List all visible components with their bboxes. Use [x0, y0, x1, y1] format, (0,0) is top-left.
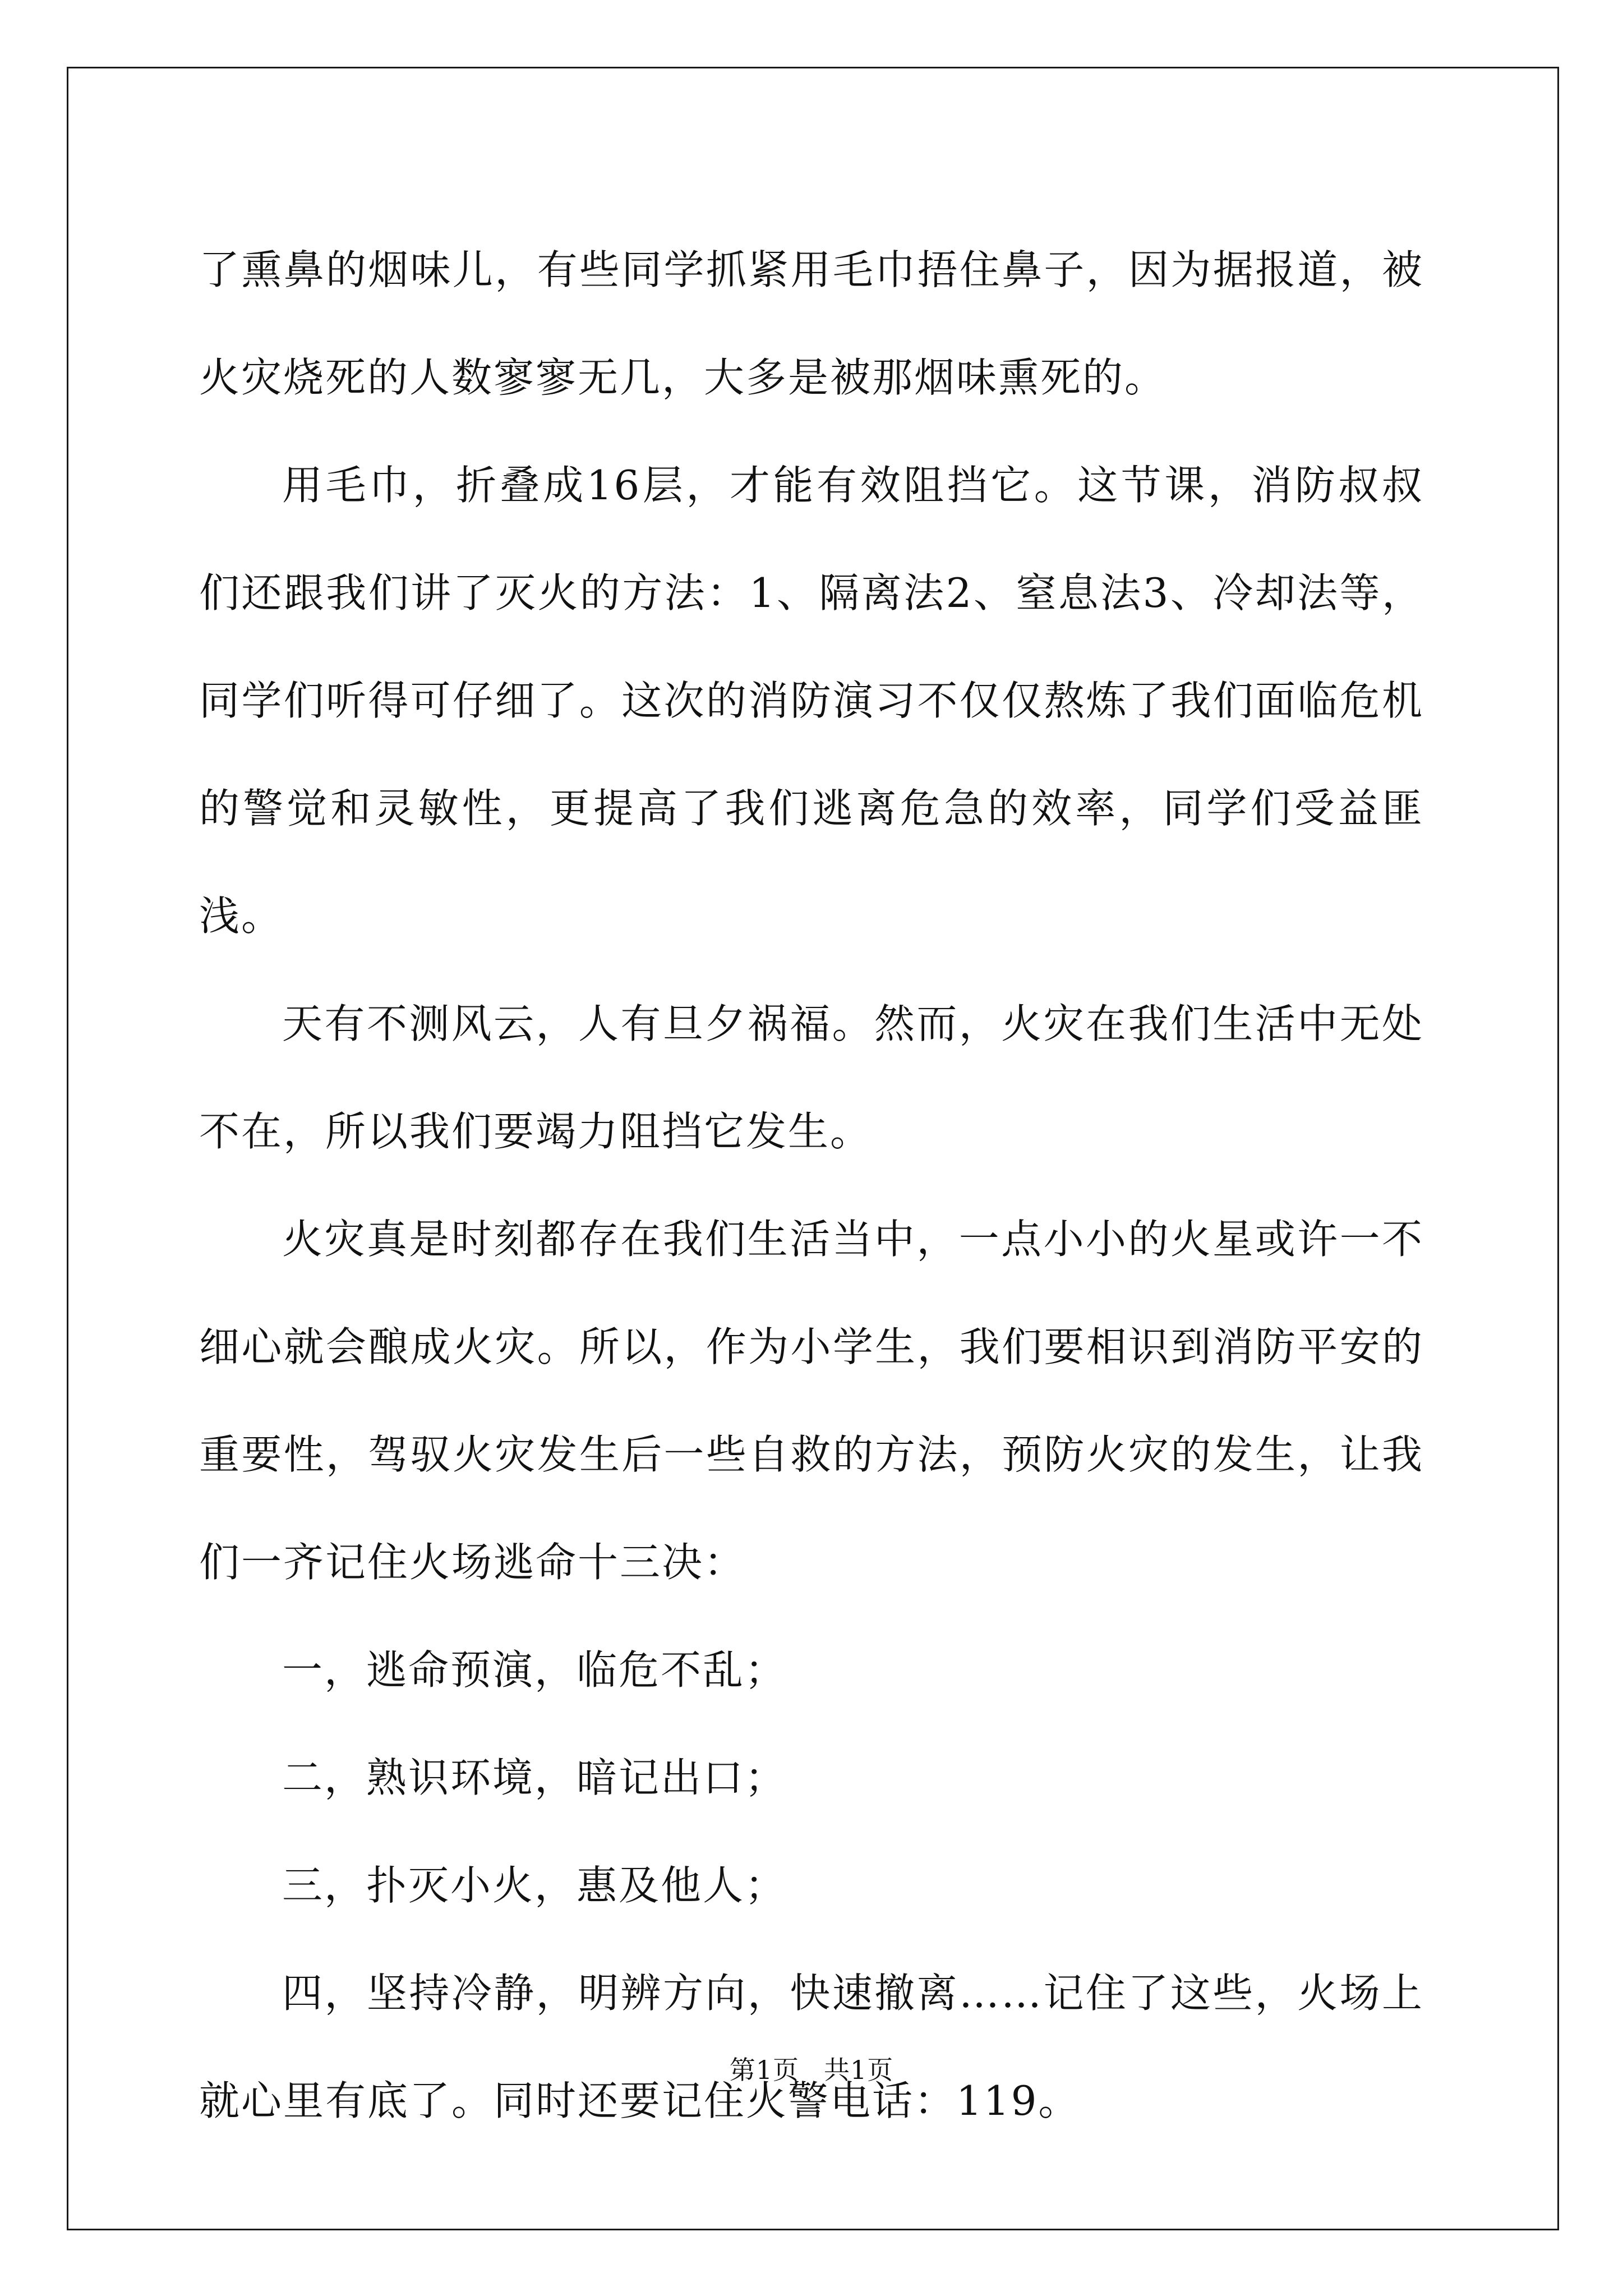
page-number: 第1页: [729, 2055, 799, 2085]
list-item-2: 二，熟识环境，暗记出口；: [282, 1754, 787, 1801]
paragraph-1: 了熏鼻的烟味儿，有些同学抓紧用毛巾捂住鼻子，因为据报道，被火灾烧死的人数寥寥无几，大多是被那烟味熏死的。: [199, 246, 1424, 401]
paragraph-4: 火灾真是时刻都存在我们生活当中，一点小小的火星或许一不细心就会酿成火灾。所以，作为小学生，我们要相识到消防平安的重要性，驾驭火灾发生后一些自救的方法，预防火灾的发生，让我们一齐记住火场逃命十三决：: [199, 1216, 1424, 1586]
paragraph-3: 天有不测风云，人有旦夕祸福。然而，火灾在我们生活中无处不在，所以我们要竭力阻挡它发生。: [199, 1000, 1424, 1155]
document-body: [199, 216, 1424, 2155]
page-footer: [0, 2053, 1623, 2087]
paragraph-2: 用毛巾，折叠成16层，才能有效阻挡它。这节课，消防叔叔们还跟我们讲了灭火的方法：1、隔离法2、窒息法3、冷却法等，同学们听得可仔细了。这次的消防演习不仅仅熬炼了我们面临危机的警觉和灵敏性，更提高了我们逃离危急的效率，同学们受益匪浅。: [199, 462, 1424, 940]
list-item-1: 一，逃命预演，临危不乱；: [282, 1646, 787, 1694]
list-item-3: 三，扑灭小火，惠及他人；: [282, 1862, 787, 1909]
list-item-4: 四，坚持冷静，明辨方向，快速撤离……记住了这些，火场上就心里有底了。同时还要记住火警电话：119。: [199, 1970, 1424, 2124]
page-total: 共1页: [824, 2055, 894, 2085]
